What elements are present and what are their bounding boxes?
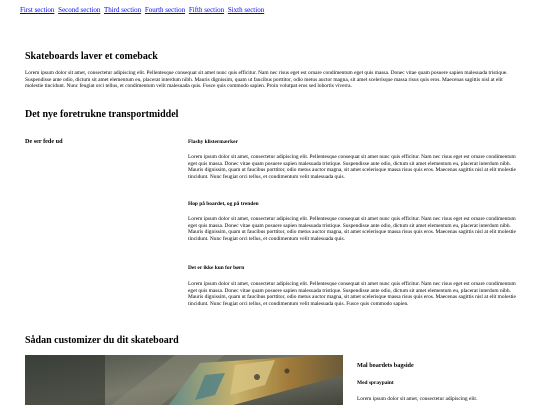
nav-link-first-section[interactable]: First section [20,6,55,14]
nav-link-fourth-section[interactable]: Fourth section [144,6,186,14]
item-text-trend: Lorem ipsum dolor sit amet, consectetur adipiscing elit. Pellentesque consequat sit amet nunc quis efficitur. Nam nec risus eget est ornare condimentum eget quis massa. Donec vitae quam posuere sapien malesuada tristique. Suspendisse ante odio, dictum sit amet elementum eu, placerat interdum nibh. Mauris dignissim, quam ut faucibus porttitor, odio metus auctor magna, sit amet scelerisque massa risus quis eros. Maecenas sagittis nisl at elit molestie tincidunt. Nunc feugiat orci tellus, et condimentum velit malesuada quis. [188,216,516,242]
item-heading-trend: Hop på boardet, og på trenden [188,201,259,207]
nav-link-third-section[interactable]: Third section [103,6,142,14]
transport-heading: Det nye foretrukne transportmiddel [25,109,179,120]
customize-paragraph: Lorem ipsum dolor sit amet, consectetur adipiscing elit. [357,396,478,402]
item-text-not-kids: Lorem ipsum dolor sit amet, consectetur adipiscing elit. Pellentesque consequat sit amet nunc quis efficitur. Nam nec risus eget est ornare condimentum eget quis massa. Donec vitae quam posuere sapien malesuada tristique. Suspendisse ante odio, dictum sit amet elementum eu, placerat interdum nibh. Mauris dignissim, quam ut faucibus porttitor, odio metus auctor magna, sit amet scelerisque massa risus quis eros. Maecenas sagittis nisl at elit molestie tincidunt. Nunc feugiat orci tellus, et condimentum velit malesuada quis. Fusce quis commodo sapien. [188,281,516,307]
item-heading-stickers: Flashy klistermærker [188,139,238,145]
nav-link-fifth-section[interactable]: Fifth section [188,6,225,14]
transport-left-heading: De ser fede ud [25,138,63,145]
customize-sub-heading: Med spraypaint [357,380,394,386]
intro-heading: Skateboards laver et comeback [25,51,158,62]
skateboard-photo-graphic [25,355,343,405]
intro-paragraph: Lorem ipsum dolor sit amet, consectetur adipiscing elit. Pellentesque consequat sit amet nunc quis efficitur. Nam nec risus eget est ornare condimentum eget quis massa. Donec vitae quam posuere sapien malesuada tristique. Suspendisse ante odio, dictum sit amet elementum eu, placerat interdum nibh. Mauris dignissim, quam ut faucibus porttitor, odio metus auctor magna, sit amet scelerisque massa risus quis eros. Maecenas sagittis nisl at elit molestie tincidunt. Nunc feugiat orci tellus, et condimentum velit malesuada quis. Fusce quis commodo sapien. Proin volutpat eros sed lobortis viverra. [25,70,508,90]
item-text-stickers: Lorem ipsum dolor sit amet, consectetur adipiscing elit. Pellentesque consequat sit amet nunc quis efficitur. Nam nec risus eget est ornare condimentum eget quis massa. Donec vitae quam posuere sapien malesuada tristique. Suspendisse ante odio, dictum sit amet elementum eu, placerat interdum nibh. Mauris dignissim, quam ut faucibus porttitor, odio metus auctor magna, sit amet scelerisque massa risus quis eros. Maecenas sagittis nisl at elit molestie tincidunt. Nunc feugiat orci tellus, et condimentum velit malesuada quis. [188,154,516,180]
customize-right-heading: Mal boardets bagside [357,362,414,369]
section-nav [20,6,266,14]
nav-link-second-section[interactable]: Second section [58,6,101,14]
nav-link-sixth-section[interactable]: Sixth section [227,6,265,14]
item-heading-not-kids: Det er ikke kun for børn [188,265,245,271]
skateboard-photo [25,355,343,405]
customize-heading: Sådan customizer du dit skateboard [25,335,179,346]
